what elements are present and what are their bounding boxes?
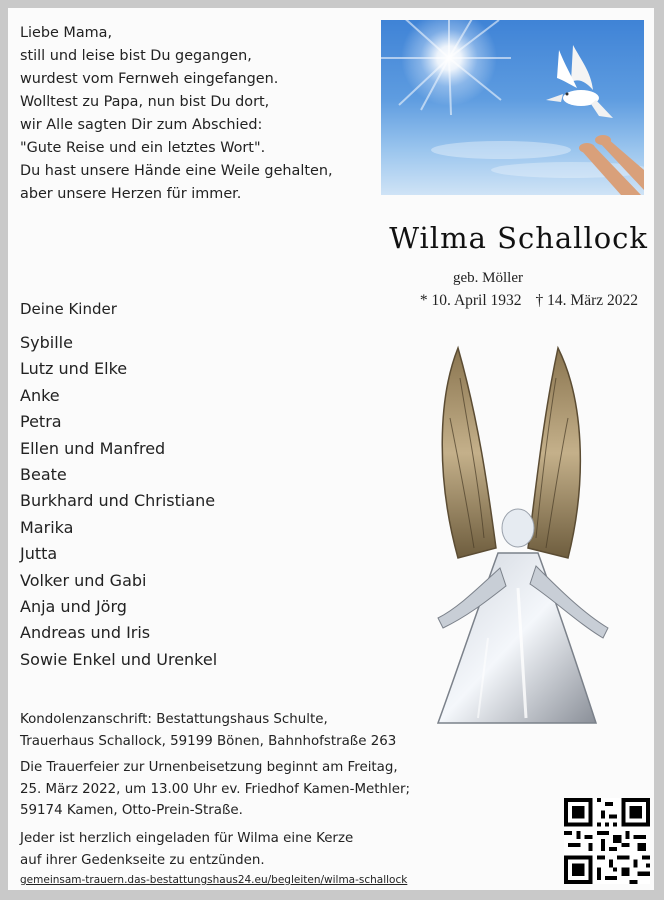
birth-date: * 10. April 1932 (419, 292, 522, 309)
poem-line: Du hast unsere Hände eine Weile gehalten, (20, 163, 333, 179)
family-member: Anke (20, 385, 60, 405)
poem-line: aber unsere Herzen für immer. (20, 186, 242, 202)
angel-figurine-image (418, 338, 618, 738)
info-line: Die Trauerfeier zur Urnenbeisetzung beginnt am Freitag, (20, 760, 398, 775)
poem-line: Liebe Mama, (20, 25, 113, 41)
poem-line: wir Alle sagten Dir zum Abschied: (20, 117, 263, 133)
info-line: auf ihrer Gedenkseite zu entzünden. (20, 852, 265, 868)
info-line: Jeder ist herzlich eingeladen für Wilma eine Kerze (20, 831, 354, 846)
poem (20, 22, 333, 206)
family-member: Burkhard und Christiane (20, 491, 216, 511)
family-member: Anja und Jörg (20, 596, 127, 616)
qr-code-icon[interactable] (564, 798, 650, 884)
angel-head-icon (502, 509, 534, 547)
family-member: Ellen und Manfred (20, 438, 166, 458)
left-wing-icon (442, 348, 496, 558)
info-line: Trauerhaus Schallock, 59199 Bönen, Bahnhofstraße 263 (20, 733, 397, 749)
info-line: 25. März 2022, um 13.00 Uhr ev. Friedhof Kamen-Methler; (20, 781, 410, 797)
family-member: Andreas und Iris (20, 623, 151, 643)
angel-dress-icon (438, 553, 596, 723)
family-member: Sowie Enkel und Urenkel (20, 649, 218, 669)
life-dates (348, 292, 638, 310)
poem-line: still und leise bist Du gegangen, (20, 48, 252, 64)
family-member: Marika (20, 517, 74, 537)
memorial-page-link[interactable]: gemeinsam-trauern.das-bestattungshaus24.eu/begleiten/wilma-schallock (20, 874, 408, 886)
service-info (20, 757, 410, 822)
deceased-name: Wilma Schallock (389, 221, 648, 255)
family-list (20, 330, 217, 673)
poem-line: "Gute Reise und ein letztes Wort". (20, 140, 266, 156)
family-member: Volker und Gabi (20, 570, 147, 590)
family-member: Petra (20, 412, 62, 432)
poem-line: Wolltest zu Papa, nun bist Du dort, (20, 94, 270, 110)
family-member: Beate (20, 464, 67, 484)
family-heading: Deine Kinder (20, 300, 117, 318)
born-name: geb. Möller (453, 270, 523, 286)
family-member: Sybille (20, 333, 73, 352)
sky-dove-photo (381, 20, 644, 195)
condolence-address (20, 709, 396, 752)
info-line: 59174 Kamen, Otto-Prein-Straße. (20, 803, 243, 818)
right-wing-icon (528, 348, 580, 558)
dove-icon (546, 45, 613, 118)
death-date: † 14. März 2022 (535, 292, 638, 309)
info-line: Kondolenzanschrift: Bestattungshaus Schulte, (20, 712, 328, 727)
poem-line: wurdest vom Fernweh eingefangen. (20, 71, 279, 87)
obituary-card (8, 8, 654, 890)
sun-icon (401, 20, 497, 106)
family-member: Lutz und Elke (20, 359, 128, 379)
family-member: Jutta (20, 544, 58, 564)
candle-invitation (20, 828, 353, 871)
